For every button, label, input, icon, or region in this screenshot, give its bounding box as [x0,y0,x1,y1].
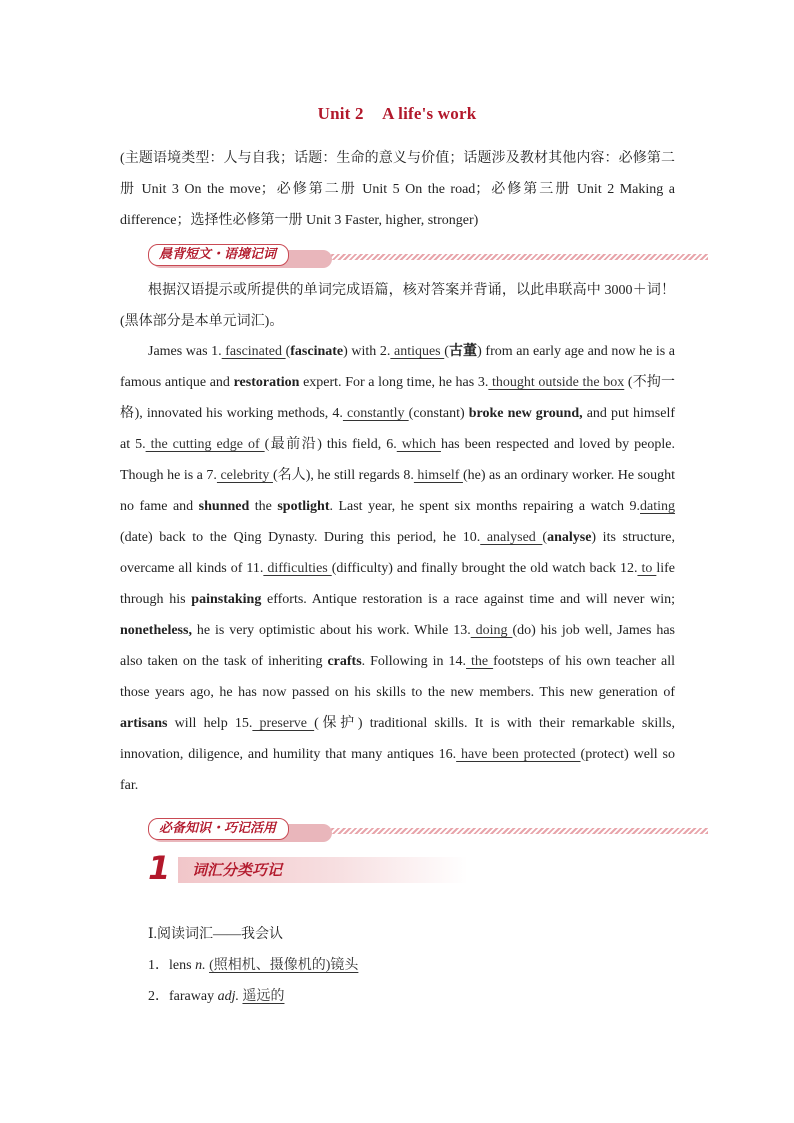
vocab-item [148,956,358,976]
vocab-pos: n. [195,958,206,973]
instruction-text: 根据汉语提示或所提供的单词完成语篇，核对答案并背诵，以此串联高中 3000＋词！(黑体部分是本单元词汇)。 [120,283,675,329]
banner-rule [298,254,708,260]
vocab-answer: 遥远的 [242,989,285,1004]
banner-rule [298,828,708,834]
banner-morning-reading [148,244,708,268]
theme-intro: (主题语境类型：人与自我；话题：生命的意义与价值；话题涉及教材其他内容：必修第二册 Unit 3 On the move；必修第二册 Unit 5 On the road；必修第三册 Unit 2 Making a difference；选择性必修第一册 Unit 3 Faster, higher, stronger) [120,151,675,228]
vocab-number: 2． [148,989,169,1004]
vocab-item [148,987,284,1007]
unit-number: Unit 2 [317,104,364,123]
vocab-number: 1． [148,958,169,973]
section-heading [148,851,468,885]
vocab-pos: adj. [217,989,239,1004]
banner-label: 必备知识・巧记活用 [148,818,289,840]
page-title [0,104,794,124]
section-number: 1 [148,849,171,887]
vocab-word: lens [169,958,192,973]
banner-essential-knowledge [148,818,708,842]
reading-vocab-heading: Ⅰ.阅读词汇——我会认 [148,927,284,942]
vocab-answer: (照相机、摄像机的)镜头 [209,958,359,973]
section-label: 词汇分类巧记 [192,861,283,879]
passage: James was 1. fascinated (fascinate) with 2. antiques (古董) from an early age and now he is a famous antique and restoration expert. For a long time, he has 3. thought outside the box (不拘一格), innovated his working methods, 4. constantly (constant) broke new ground, and put himself at 5. the cutting edge of (最前沿) this field, 6. which has been respected and loved by people. Though he is a 7. celebrity (名人), he still regards 8. himself (he) as an ordinary worker. He sought no fame and shunned the spotlight. Last year, he spent six months repairing a watch 9.dating (date) back to the Qing Dynasty. During this period, he 10. analysed (analyse) its structure, overcame all kinds of 11. difficulties (difficulty) and finally brought the old watch back 12. to life through his painstaking efforts. Antique restoration is a race against time and will never win; nonetheless, he is very optimistic about his work. While 13. doing (do) his job well, James has also taken on the task of inheriting crafts. Following in 14. the footsteps of his own teacher all those years ago, he has now passed on his skills to the new members. This new generation of artisans will help 15. preserve (保护) traditional skills. It is with their remarkable skills, innovation, diligence, and humility that many antiques 16. have been protected (protect) well so far. [120,344,676,793]
unit-name: A life's work [382,104,477,123]
vocab-word: faraway [169,989,215,1004]
banner-label: 晨背短文・语境记词 [148,244,289,266]
